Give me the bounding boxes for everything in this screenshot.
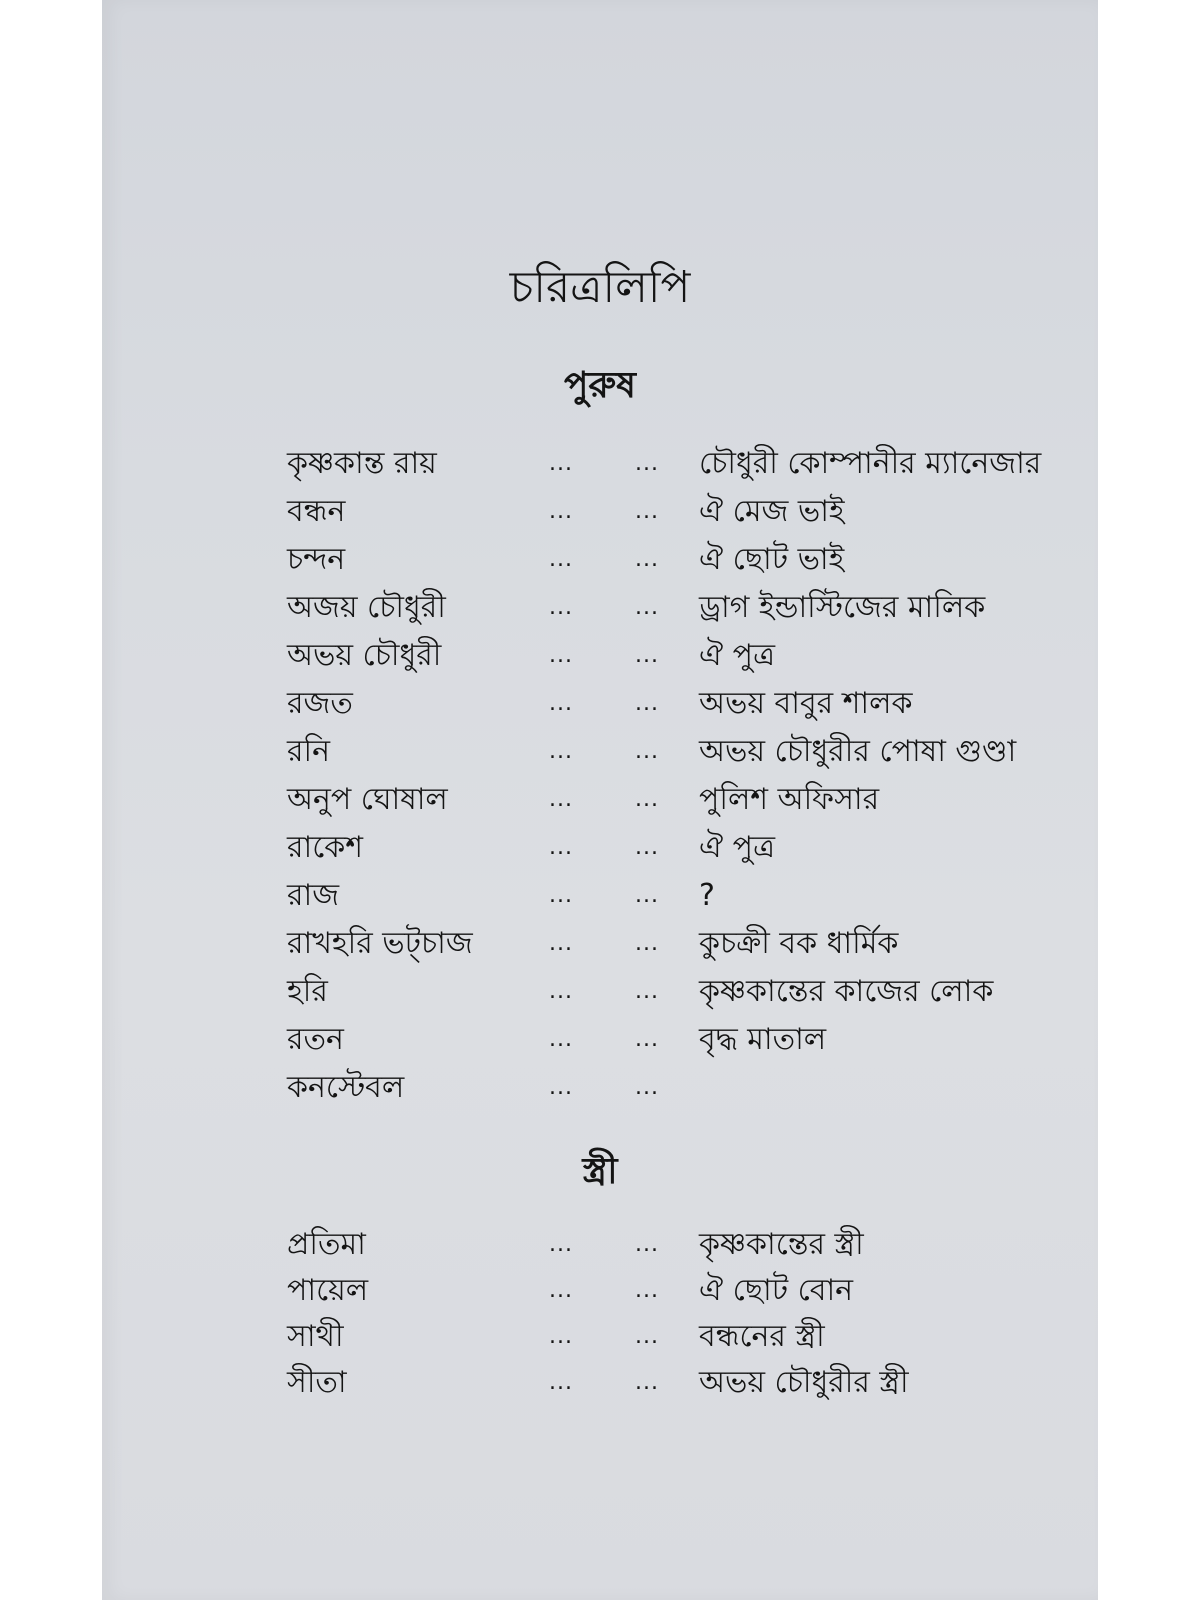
character-role: কৃষ্ণকান্তের স্ত্রী (699, 1227, 864, 1262)
character-name: পায়েল (287, 1273, 369, 1308)
character-name: অজয় চৌধুরী (287, 590, 446, 625)
cast-row: সাথী ... ... বন্ধনের স্ত্রী (287, 1314, 1077, 1360)
section-heading-male: পুরুষ (564, 365, 636, 406)
cast-row: সীতা ... ... অভয় চৌধুরীর স্ত্রী (287, 1360, 1077, 1406)
character-role: পুলিশ অফিসার (699, 782, 880, 817)
character-role: কুচক্রী বক ধার্মিক (699, 926, 899, 961)
character-name: হরি (287, 974, 328, 1009)
cast-row: পায়েল ... ... ঐ ছোট বোন (287, 1268, 1077, 1314)
character-name: রতন (287, 1022, 344, 1057)
character-name: রাকেশ (287, 830, 363, 865)
character-name: চন্দন (287, 542, 346, 577)
character-role: চৌধুরী কোম্পানীর ম্যানেজার (699, 446, 1042, 481)
book-page (102, 0, 1098, 1600)
character-role: ঐ পুত্র (699, 830, 776, 865)
character-name: সীতা (287, 1365, 347, 1400)
character-role: বৃদ্ধ মাতাল (699, 1022, 827, 1057)
cast-row: অজয় চৌধুরী ... ... ড্রাগ ইন্ডাস্টিজের মালিক (287, 584, 1077, 632)
character-name: সাথী (287, 1319, 344, 1354)
character-name: বন্ধন (287, 494, 346, 529)
cast-row: অনুপ ঘোষাল ... ... পুলিশ অফিসার (287, 776, 1077, 824)
character-name: প্রতিমা (287, 1227, 366, 1262)
character-role: ঐ মেজ ভাই (699, 494, 845, 529)
cast-row: হরি ... ... কৃষ্ণকান্তের কাজের লোক (287, 968, 1077, 1016)
male-cast-list (287, 440, 1077, 1112)
character-role: অভয় বাবুর শালক (699, 686, 913, 721)
cast-row: রাকেশ ... ... ঐ পুত্র (287, 824, 1077, 872)
cast-row: রনি ... ... অভয় চৌধুরীর পোষা গুণ্ডা (287, 728, 1077, 776)
cast-row: চন্দন ... ... ঐ ছোট ভাই (287, 536, 1077, 584)
cast-row: বন্ধন ... ... ঐ মেজ ভাই (287, 488, 1077, 536)
cast-row: রাজ ... ... ? (287, 872, 1077, 920)
character-role: ঐ ছোট ভাই (699, 542, 845, 577)
character-role: ঐ পুত্র (699, 638, 776, 673)
page-title: চরিত্রলিপি (509, 262, 691, 313)
character-name: রাখহরি ভট্চাজ (287, 926, 473, 961)
character-name: কৃষ্ণকান্ত রায় (287, 446, 437, 481)
character-role: ? (699, 878, 715, 913)
cast-row: কৃষ্ণকান্ত রায় ... ... চৌধুরী কোম্পানীর ম্যানেজার (287, 440, 1077, 488)
character-role: অভয় চৌধুরীর স্ত্রী (699, 1365, 909, 1400)
cast-row: কনস্টেবল ... ... (287, 1064, 1077, 1112)
cast-row: অভয় চৌধুরী ... ... ঐ পুত্র (287, 632, 1077, 680)
character-name: অনুপ ঘোষাল (287, 782, 448, 817)
character-role: অভয় চৌধুরীর পোষা গুণ্ডা (699, 734, 1017, 769)
female-cast-list (287, 1222, 1077, 1406)
cast-row: রাখহরি ভট্চাজ ... ... কুচক্রী বক ধার্মিক (287, 920, 1077, 968)
character-name: রনি (287, 734, 330, 769)
character-name: রাজ (287, 878, 340, 913)
character-role: ঐ ছোট বোন (699, 1273, 854, 1308)
cast-row: রজত ... ... অভয় বাবুর শালক (287, 680, 1077, 728)
character-name: রজত (287, 686, 353, 721)
character-name: অভয় চৌধুরী (287, 638, 442, 673)
character-name: কনস্টেবল (287, 1070, 405, 1105)
cast-row: প্রতিমা ... ... কৃষ্ণকান্তের স্ত্রী (287, 1222, 1077, 1268)
section-heading-female: স্ত্রী (582, 1151, 618, 1192)
character-role: কৃষ্ণকান্তের কাজের লোক (699, 974, 994, 1009)
cast-row: রতন ... ... বৃদ্ধ মাতাল (287, 1016, 1077, 1064)
character-role: ড্রাগ ইন্ডাস্টিজের মালিক (699, 590, 986, 625)
character-role: বন্ধনের স্ত্রী (699, 1319, 825, 1354)
